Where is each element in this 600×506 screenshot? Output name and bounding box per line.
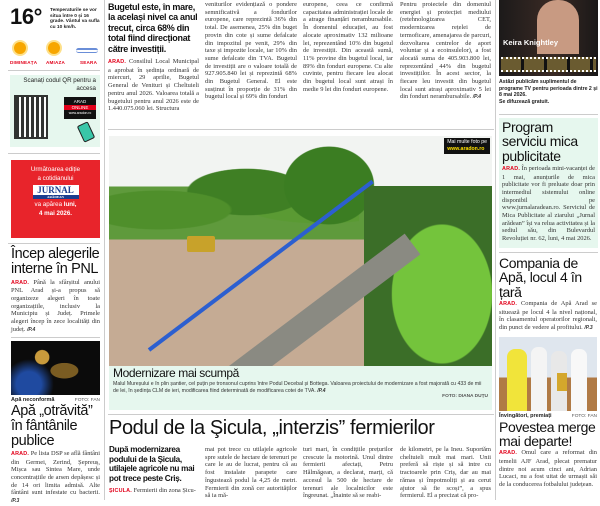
logo-bottom: ONLINE xyxy=(64,105,96,110)
sicula-col4: de kilometri, pe la Ineu. Suportăm cheltuieli mult mai mari. Unii preferă să riște și să intre cu tractoarele prin Criș, dar au mai rămas și împotmoliți și au cerut ajutor să fie scoși”, a spus fermierul. El a precizat că pro- xyxy=(400,446,491,500)
aradon-logo xyxy=(64,97,96,119)
sicula-col2: mai pot trece cu utilajele agricole spre sutele de hectare de terenuri pe care le au de lucrat, pentru că au fost instalate parapete care îngustează podul la 4,25 de metri. Fermierii din zonă cer autorităților să ia mă- xyxy=(205,446,297,500)
badge-text: Mai multe foto pe xyxy=(447,139,487,145)
temperature: 16° xyxy=(10,4,43,29)
pnl-divider xyxy=(11,337,100,338)
right-lower-flow xyxy=(499,256,597,489)
award-foto: FOTO: FAN xyxy=(571,413,597,419)
more-photos-badge[interactable] xyxy=(444,138,490,154)
award-caption: Învingători, premiați xyxy=(499,412,552,419)
sicula-col3: turi mari, în condițiile prețurilor crescute la motorină. Unul dintre fermierii afectați, Petru Hălmăgean, a declarat, marți, că accesul la 500 de hectare de terenuri ale localnicilor este îngreunat. „Înainte să se reabi- xyxy=(303,446,393,500)
logo-top: ARAD xyxy=(73,99,87,104)
budget-col1: ARAD. Consiliul Local Municipal a aprobat în ședința ordinară de miercuri, 29 aprilie, Bugetul General de Venituri și Cheltuieli pentru anul 2026. Valoarea totală a bugetului pentru anul 2026 este de 1.440.075.060 lei. Structura xyxy=(108,58,199,113)
apa-title[interactable]: Compania de Apă, locul 4 în țară xyxy=(499,255,582,300)
tv-star-name: Keira Knightley xyxy=(503,38,559,47)
next-edition-line3: va apărea luni, xyxy=(34,201,77,208)
qr-code[interactable] xyxy=(16,97,46,137)
water-title[interactable]: Apă „otrăvită” în fântânile publice xyxy=(11,403,93,450)
weather-text: Temperaturile se vor situa între 0 și 16 grade. Vântul va sufla cu 10 km/h. xyxy=(50,8,100,30)
photo-title[interactable]: Modernizare mai scumpă xyxy=(113,366,239,380)
next-edition-line2: a cotidianului xyxy=(37,174,74,182)
jurnal-logo xyxy=(33,185,79,199)
water-foto: FOTO: FAN xyxy=(74,398,100,404)
next-edition-box xyxy=(11,160,100,238)
water-body: ARAD. Pe lista DSP se află fântâni din Germei, Zerind, Șepreuș, Mișca sau Sintea Mare, unde concentrațiile de arsen depășesc și de 14 ori limita admisă. Alte fântâni sunt infestate cu bacterii. /P.3 xyxy=(11,449,100,505)
aif-body: ARAD. Omul care a reformat din temelii AJF Arad, plecat prematur dintre noi acum cinci ani, Adrian Lucaci, nu a fost uitat de urmașii săi de la conducerea fotbalului județean. xyxy=(499,449,597,488)
next-edition-date: 4 mai 2026. xyxy=(38,209,73,217)
apa-body: ARAD. Compania de Apă Arad se situează pe locul 4 la nivel național, în clasamentul operatorilor regionali, din punct de vedere al profitului. /P.3 xyxy=(499,299,597,331)
film-strip xyxy=(501,57,596,72)
wind-icon xyxy=(76,48,98,53)
mica-box xyxy=(499,118,598,248)
award-caption-row xyxy=(499,413,597,419)
photo-credit: FOTO: DIANA DUȚU xyxy=(442,394,488,400)
tv-caption: Astăzi publicăm suplimentul de programe TV pentru perioada dintre 2 și 8 mai 2026. Se difuzează gratuit. xyxy=(499,79,598,105)
pnl-title[interactable]: Încep alegerile interne în PNL xyxy=(11,246,100,277)
pnl-body: ARAD. Până la sfârșitul anului PNL Arad și-a propus să organizeze alegeri în toate organizațiile, inclusiv la Municipiu și Județ. Primele alegeri încep în zece localități din județ. /P.4 xyxy=(11,278,100,333)
award-photo xyxy=(499,337,597,411)
logo-text: JURNAL xyxy=(37,185,74,195)
riverbank-photo xyxy=(109,136,492,366)
excavator xyxy=(187,236,215,252)
weather-box xyxy=(8,4,100,68)
faucet-photo xyxy=(11,341,100,395)
left-lower-flow xyxy=(11,247,100,506)
badge-url[interactable]: www.aradon.ro xyxy=(447,146,485,152)
sun-icon xyxy=(14,42,26,54)
sicula-col1-flow xyxy=(109,445,199,496)
aif-title[interactable]: Povestea merge mai departe! xyxy=(499,418,596,449)
budget-col4: Pentru proiectele din domeniul energiei și protecției mediului (retehnologizarea CET, modernizarea rețelei de termoficare, amenajarea de parcuri, dezvoltarea centrelor de aport voluntar și a ecoinsulelor), a fost alocată suma de 405.903.800 lei, reprezentând 44% din bugetul investițiilor. În acest sector, la fiecare leu investit din bugetul local sunt atrași aproximativ 5 lei din fonduri nerambursabile. /P.4 xyxy=(400,1,491,101)
next-edition-line1: Următoarea ediție xyxy=(30,166,81,173)
photo-caption: Malul Mureșului e în plin șantier, cel puțin pe tronsonul cuprins între Podul Decebal și Bottega. Valoarea proiectului de modernizare a fost majorată cu 433 de mii de lei, în ședința CLM de ieri, modificarea fiind determinată de modificarea cotei de TVA. /P.4 xyxy=(113,381,482,394)
mica-body: ARAD. În perioada mini-vacanței de 1 mai, anunțurile de mica publicitate vor fi preluate doar prin intermediul sistemului online disponibil pe www.jurnalaradean.ro. Serviciul de Mica Publicitate al ziarului „Jurnal arădean” își va relua activitatea și la sediul său, din Bulevardul Revoluției nr. 62, luni, 4 mai 2026. xyxy=(502,164,595,243)
phone-icon xyxy=(77,121,95,142)
budget-col1-flow xyxy=(108,2,199,113)
sun-icon xyxy=(48,42,60,54)
logo-sub: ARĂDEAN xyxy=(33,195,79,199)
sicula-subtitle: După modernizarea podului de la Şicula, utilajele agricole nu mai pot trece peste Criș. xyxy=(109,445,195,483)
budget-col2: veniturilor evidențiază o pondere semnificativă a fondurilor europene, care reprezintă 36% din total. De asemenea, 25% din buget provin din cote și sume defalcate din impozitul pe venit, 29% din taxe și impozite locale, iar 10% din sume defalcate din TVA. Bugetul de investiții are o valoare totală de 927.905.840 lei și reprezintă 68% din Bugetul General. El este susținut în proporție de 31% din bugetul local și 69% din fonduri xyxy=(205,1,297,101)
tv-supplement-cover[interactable] xyxy=(499,0,598,76)
qr-text: Scanați codul QR pentru a accesa xyxy=(23,77,96,92)
period-noon: AMIAZA xyxy=(46,60,66,65)
logo-url: www.aradon.ro xyxy=(68,111,92,115)
budget-col3: europene, ceea ce confirmă capacitatea administrației locale de a atrage finanțări nerambursabile. În domeniul educației, au fost alocate aproximativ 132 milioane lei, reprezentând 10% din bugetul de investiții. Din această sumă, 11% provine din bugetul local, iar 89% din fonduri europene. Cu alte cuvinte, pentru fiecare leu alocat din bugetul local sunt atrași în medie 9 lei din fonduri europene. xyxy=(303,1,393,93)
water-caption: Apă neconformă xyxy=(11,397,55,404)
period-morning: DIMINEAȚA xyxy=(10,60,38,65)
period-evening: SEARA xyxy=(80,60,98,65)
mica-title[interactable]: Program serviciu mica publicitate xyxy=(502,119,578,164)
budget-subtitle: Bugetul este, în mare, la același nivel ca anul trecut, circa 68% din total fiind direcționat către investiții. xyxy=(108,2,198,54)
qr-box[interactable] xyxy=(10,75,100,147)
sicula-col1: ȘICULA. Fermierii din zona Șicu- xyxy=(109,487,196,495)
sicula-title[interactable]: Podul de la Şicula, „interzis” fermierilor xyxy=(109,417,435,439)
photo-caption-box xyxy=(109,366,492,410)
